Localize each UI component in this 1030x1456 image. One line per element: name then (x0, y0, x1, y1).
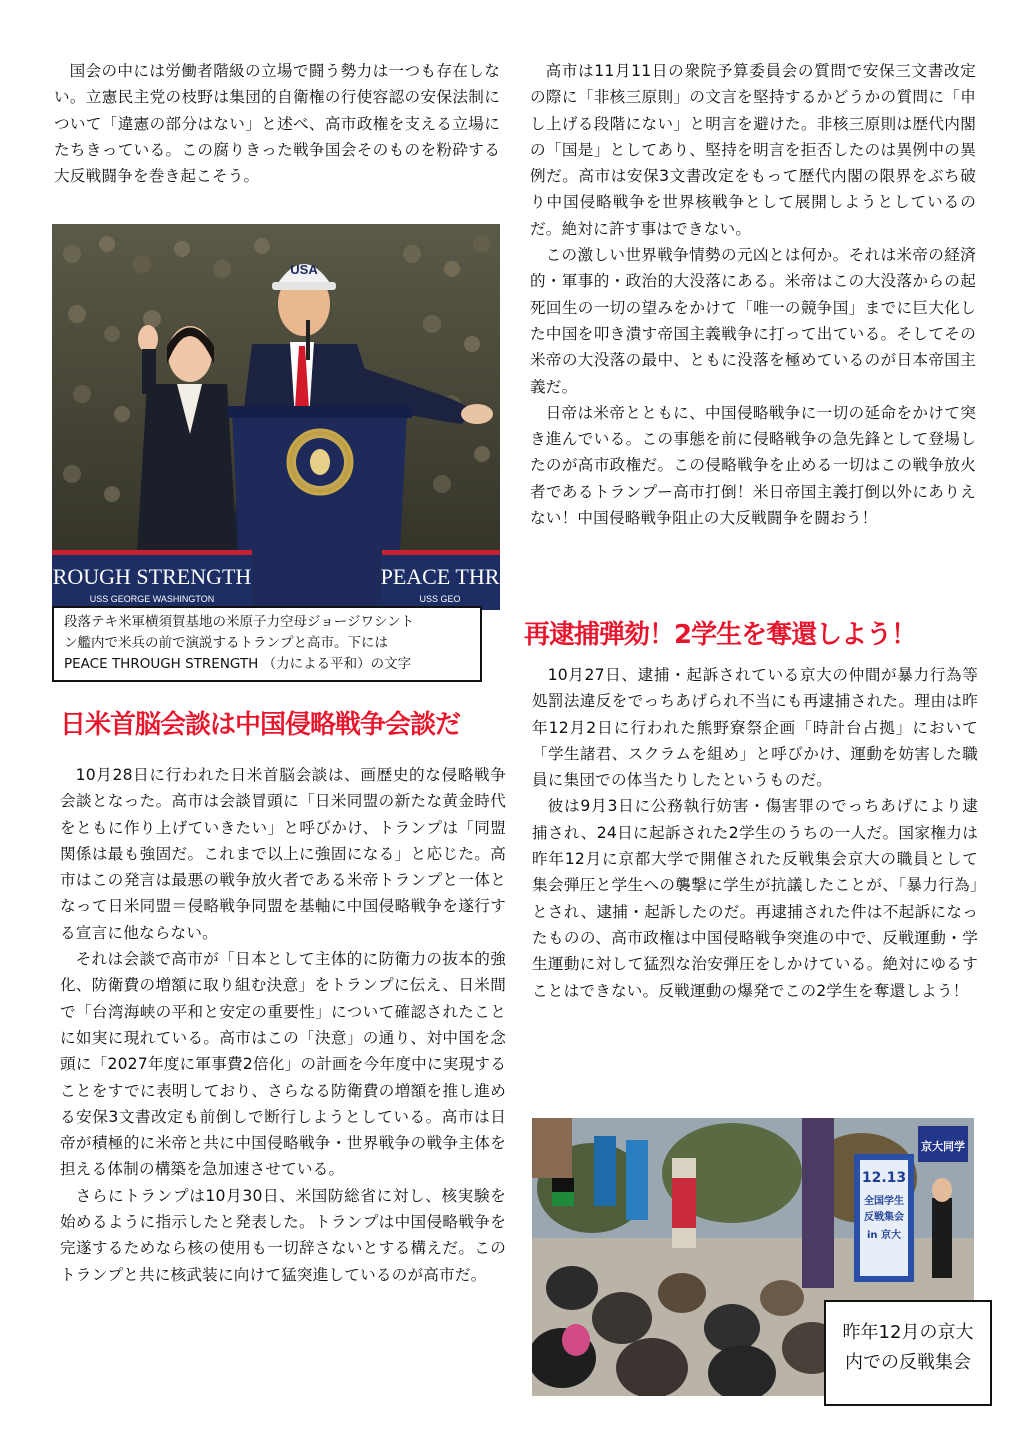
rearrest-headline: 再逮捕弾劾！2学生を奪還しよう！ (524, 620, 917, 650)
banner-top: 京大同学 (921, 1140, 965, 1153)
right-body-paragraph: 日帝は米帝とともに、中国侵略戦争に一切の延命をかけて突き進んでいる。この事態を前に侵略戦争の急先鋒として登場したのが高市政権だ。この侵略戦争を止める一切はこの戦争放火者であるトランプー高市打倒！米日帝国主義打倒以外にありえない！中国侵略戦争阻止の大反戦闘争を闘おう！ (530, 403, 976, 528)
sign-line: 反戦集会 (864, 1212, 904, 1223)
sign-line: 全国学生 (864, 1196, 904, 1207)
caption-line: PEACE THROUGH STRENGTH （力による平和）の文字 (64, 656, 412, 672)
right-body-paragraph: 10月27日、逮捕・起訴されている京大の仲間が暴力行為等処罰法違反をでっちあげられ不当にも再逮捕された。理由は昨年12月2日に行われた熊野寮祭企画「時計台占拠」において「学生諸君、スクラムを組め」と呼びかけ、運動を妨害した職員に集団での体当たりしたというものだ。 (532, 666, 978, 790)
left-body-paragraph: 10月28日に行われた日米首脳会談は、画歴史的な侵略戦争会談となった。高市は会談冒頭に「日米同盟の新たな黄金時代をともに作り上げていきたい」と呼びかけ、トランプは「同盟関係は最も強固だ。これまで以上に強固になる」と応じた。高市はこの発言は最悪の戦争放火者である米帝トランプと一体となって日米同盟＝侵略戦争同盟を基軸に中国侵略戦争を遂行する宣言に他ならない。 (60, 766, 506, 942)
banner-left-text: ROUGH STRENGTH (52, 564, 252, 589)
caption-line: 内での反戦集会 (845, 1352, 971, 1373)
right-body-bottom (532, 662, 978, 1004)
left-intro-paragraph: 国会の中には労働者階級の立場で闘う勢力は一つも存在しない。立憲民主党の枝野は集団的自衛権の行使容認の安保法制について「違憲の部分はない」と述べ、高市政権を支える立場にたちきっている。この腐りきった戦争国会そのものを粉砕する大反戦闘争を巻き起こそう。 (54, 62, 500, 186)
banner-right-text: PEACE THR (380, 564, 500, 589)
right-body-paragraph: 彼は9月3日に公務執行妨害・傷害罪のでっちあげにより逮捕され、24日に起訴された2学生のうちの一人だ。国家権力は昨年12月に京都大学で開催された反戦集会京大の職員として集会弾圧と学生への襲撃に学生が抗議したことが、「暴力行為」とされ、逮捕・起訴したのだ。再逮捕された件は不起訴になったものの、高市政権は中国侵略戦争突進の中で、反戦運動・学生運動に対して猛烈な治安弾圧をしかけている。絶対にゆるすことはできない。反戦運動の爆発でこの2学生を奪還しよう！ (532, 797, 978, 1000)
left-body (60, 762, 506, 1288)
sign-line: in 京大 (866, 1230, 902, 1241)
trump-photo-caption (52, 606, 482, 682)
left-body-paragraph: さらにトランプは10月30日、米国防総省に対し、核実験を始めるように指示したと発表した。トランプは中国侵略戦争を完遂するためなら核の使用も一切辞さないとする構えだ。このトランプと共に核武装に向けて猛突進しているのが高市だ。 (60, 1186, 506, 1284)
banner-left-small: USS GEORGE WASHINGTON (89, 594, 215, 604)
cap-text: USA (290, 262, 318, 277)
caption-line: 昨年12月の京大 (842, 1322, 974, 1343)
banner-right-small: USS GEO (419, 594, 461, 604)
rally-photo-caption (824, 1300, 992, 1406)
left-body-paragraph: それは会談で高市が「日本として主体的に防衛力の抜本的強化、防衛費の増額に取り組む決意」をトランプに伝え、日米間で「台湾海峡の平和と安定の重要性」について確認されたことに如実に現れている。高市はこの「決意」の通り、対中国を念頭に「2027年度に軍事費2倍化」の計画を今年度中に実現することをすでに表明しており、さらなる防衛費の増額を推し進める安保3文書改定も前倒しで断行しようとしている。高市は日帝が積極的に米帝と共に中国侵略戦争・世界戦争の戦争主体を担える体制の構築を急加速させている。 (60, 950, 506, 1179)
sign-date: 12.13 (861, 1170, 907, 1186)
right-body-top (530, 58, 976, 531)
summit-headline: 日米首脳会談は中国侵略戦争会談だ (60, 710, 461, 740)
trump-takaichi-photo (52, 224, 500, 610)
caption-line: ン艦内で米兵の前で演説するトランプと高市。下には (64, 635, 388, 651)
photo-illustration (52, 224, 500, 610)
right-body-paragraph: この激しい世界戦争情勢の元凶とは何か。それは米帝の経済的・軍事的・政治的大没落にある。米帝はこの大没落からの起死回生の一切の望みをかけて「唯一の競争国」までに巨大化した中国を叩き潰す帝国主義戦争に打って出ている。そしてその米帝の大没落の最中、ともに没落を極めているのが日本帝国主義だ。 (530, 246, 976, 396)
caption-line: 段落テキ米軍横須賀基地の米原子力空母ジョージワシント (64, 614, 415, 630)
right-body-paragraph: 高市は11月11日の衆院予算委員会の質問で安保三文書改定の際に「非核三原則」の文言を堅持するかどうかの質問に「申し上げる段階にない」と明言を避けた。非核三原則は歴代内閣の「国是」としてあり、堅持を明言を拒否したのは異例中の異例だ。高市は安保3文書改定をもって歴代内閣の限界をぶち破り中国侵略戦争を世界核戦争として展開しようとしているのだ。絶対に許す事はできない。 (530, 62, 976, 238)
left-intro (54, 58, 500, 189)
